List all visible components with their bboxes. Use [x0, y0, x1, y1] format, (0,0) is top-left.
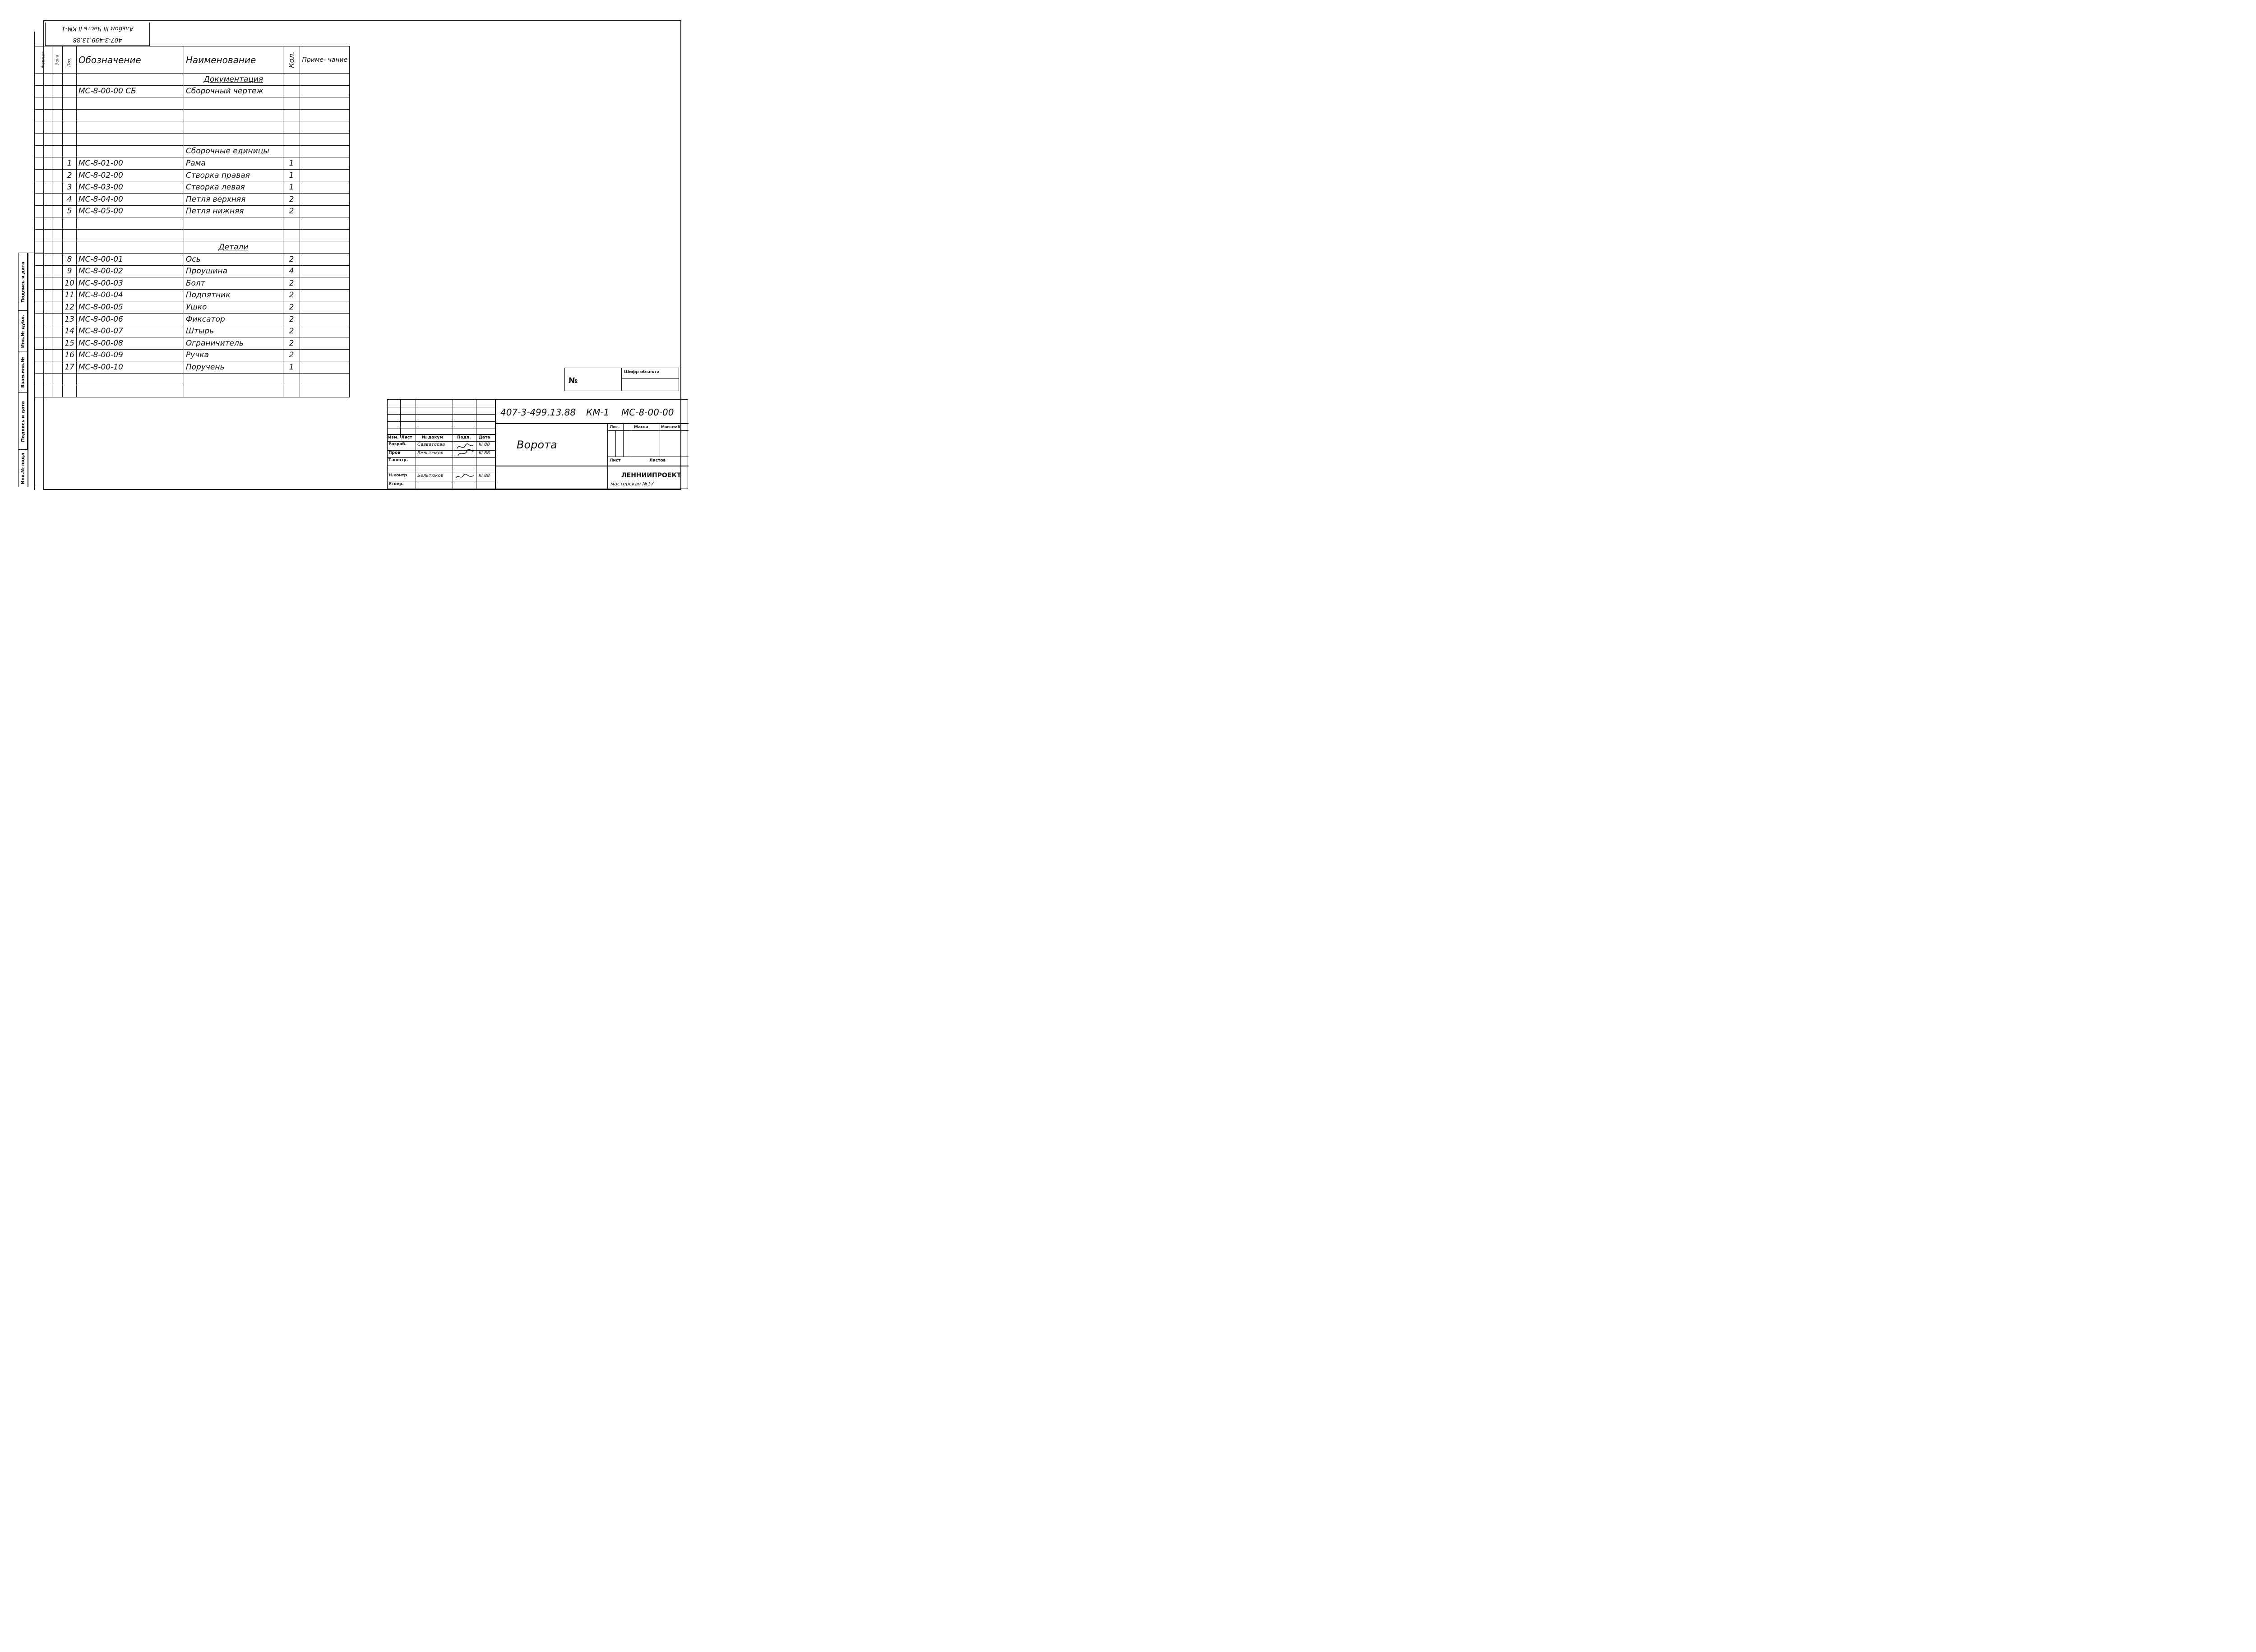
spec-row	[35, 325, 350, 337]
note-cell	[300, 277, 350, 290]
position-cell: 2	[63, 169, 77, 181]
designation-cell: МС-8-00-01	[76, 253, 184, 265]
note-cell	[300, 193, 350, 205]
quantity-cell: 1	[283, 181, 300, 194]
zone-cell	[52, 325, 63, 337]
zone-cell	[52, 133, 63, 145]
position-cell: 16	[63, 349, 77, 361]
note-cell	[300, 289, 350, 301]
quantity-cell: 2	[283, 337, 300, 350]
quantity-cell	[283, 229, 300, 241]
spec-row	[35, 253, 350, 265]
person-name: Савватеева	[417, 442, 445, 447]
zone-cell	[52, 385, 63, 397]
name-cell: Фиксатор	[184, 313, 283, 325]
zone-cell	[52, 193, 63, 205]
note-cell	[300, 325, 350, 337]
object-code-label: Шифр объекта	[622, 368, 679, 379]
col-name: Наименование	[184, 46, 283, 74]
hdr-change: Изм.	[388, 435, 399, 440]
zone-cell	[52, 109, 63, 121]
zone-cell	[52, 253, 63, 265]
note-cell	[300, 157, 350, 170]
spec-body	[35, 74, 350, 397]
zone-cell	[52, 301, 63, 314]
zone-cell	[52, 97, 63, 110]
quantity-cell: 1	[283, 157, 300, 170]
role-label: Пров	[388, 451, 400, 455]
role-label: Т.контр.	[388, 458, 408, 462]
zone-cell	[52, 181, 63, 194]
note-cell	[300, 301, 350, 314]
zone-cell	[52, 145, 63, 157]
name-cell: Сборочный чертеж	[184, 85, 283, 97]
designation-cell	[76, 74, 184, 86]
side-stamp	[18, 253, 44, 487]
designation-cell: МС-8-00-06	[76, 313, 184, 325]
name-cell: Створка правая	[184, 169, 283, 181]
col-designation: Обозначение	[76, 46, 184, 74]
position-cell: 14	[63, 325, 77, 337]
designation-cell: МС-8-03-00	[76, 181, 184, 194]
quantity-cell: 2	[283, 349, 300, 361]
position-cell	[63, 85, 77, 97]
spec-row	[35, 289, 350, 301]
name-cell: Документация	[184, 74, 283, 86]
format-cell	[35, 217, 52, 230]
position-cell	[63, 109, 77, 121]
format-cell	[35, 145, 52, 157]
mass-label: Масса	[634, 425, 648, 429]
sign-date: III 88	[479, 473, 490, 478]
note-cell	[300, 229, 350, 241]
name-cell: Поручень	[184, 361, 283, 374]
designation-cell: МС-8-00-04	[76, 289, 184, 301]
spec-row	[35, 205, 350, 217]
designation-cell	[76, 385, 184, 397]
spec-row	[35, 349, 350, 361]
note-cell	[300, 85, 350, 97]
object-code-box	[564, 368, 679, 391]
col-note: Приме- чание	[300, 46, 350, 74]
name-cell: Ушко	[184, 301, 283, 314]
hdr-signature: Подп.	[457, 435, 471, 440]
spec-row	[35, 361, 350, 374]
format-cell	[35, 74, 52, 86]
spec-row	[35, 133, 350, 145]
note-cell	[300, 373, 350, 385]
spec-row	[35, 85, 350, 97]
corner-stamp	[45, 23, 150, 46]
corner-stamp-line1: 407-3-499.13.88	[46, 34, 149, 46]
zone-cell	[52, 121, 63, 134]
name-cell: Створка левая	[184, 181, 283, 194]
doc-code: 407-3-499.13.88	[500, 407, 576, 418]
designation-cell	[76, 109, 184, 121]
position-cell: 3	[63, 181, 77, 194]
name-cell: Петля верхняя	[184, 193, 283, 205]
name-cell: Детали	[184, 241, 283, 254]
designation-cell	[76, 121, 184, 134]
zone-cell	[52, 85, 63, 97]
designation-cell: МС-8-00-05	[76, 301, 184, 314]
scale-label: Масштаб	[661, 425, 680, 429]
note-cell	[300, 349, 350, 361]
position-cell: 9	[63, 265, 77, 277]
replaced-inv-label: Взам.инв.№	[20, 356, 26, 388]
position-cell: 5	[63, 205, 77, 217]
quantity-cell: 1	[283, 361, 300, 374]
position-cell: 11	[63, 289, 77, 301]
designation-cell	[76, 373, 184, 385]
quantity-cell	[283, 109, 300, 121]
spec-row	[35, 277, 350, 290]
sign-date: III 88	[479, 451, 490, 456]
position-cell	[63, 217, 77, 230]
format-cell	[35, 157, 52, 170]
specification-table	[35, 46, 350, 397]
dup-inv-label: Инв.№ дубл.	[20, 314, 26, 348]
sign-date: III 88	[479, 442, 490, 447]
quantity-cell: 2	[283, 301, 300, 314]
hdr-date: Дата	[479, 435, 490, 440]
position-cell	[63, 385, 77, 397]
note-cell	[300, 337, 350, 350]
designation-cell: МС-8-00-03	[76, 277, 184, 290]
position-cell: 13	[63, 313, 77, 325]
note-cell	[300, 169, 350, 181]
quantity-cell: 2	[283, 325, 300, 337]
position-cell: 1	[63, 157, 77, 170]
note-cell	[300, 361, 350, 374]
note-cell	[300, 74, 350, 86]
name-cell	[184, 217, 283, 230]
name-cell: Ось	[184, 253, 283, 265]
spec-row	[35, 313, 350, 325]
quantity-cell	[283, 217, 300, 230]
zone-cell	[52, 169, 63, 181]
position-cell	[63, 121, 77, 134]
name-cell: Сборочные единицы	[184, 145, 283, 157]
drawing-code: МС-8-00-00	[621, 407, 674, 418]
col-zone: Зона	[52, 46, 63, 74]
designation-cell	[76, 217, 184, 230]
quantity-cell	[283, 121, 300, 134]
object-number-label: №	[565, 368, 622, 391]
quantity-cell: 2	[283, 277, 300, 290]
spec-row	[35, 121, 350, 134]
quantity-cell: 2	[283, 253, 300, 265]
spec-row	[35, 169, 350, 181]
note-cell	[300, 133, 350, 145]
format-cell	[35, 241, 52, 254]
spec-row	[35, 193, 350, 205]
quantity-cell	[283, 85, 300, 97]
quantity-cell	[283, 145, 300, 157]
spec-row	[35, 181, 350, 194]
designation-cell: МС-8-00-08	[76, 337, 184, 350]
role-label: Н.контр	[388, 473, 407, 478]
spec-row	[35, 337, 350, 350]
format-cell	[35, 133, 52, 145]
spec-row	[35, 301, 350, 314]
sheet-label: Лист	[610, 458, 621, 463]
name-cell: Проушина	[184, 265, 283, 277]
zone-cell	[52, 289, 63, 301]
designation-cell	[76, 145, 184, 157]
designation-cell: МС-8-00-00 СБ	[76, 85, 184, 97]
sign-date-label-2: Подпись и дата	[20, 401, 26, 442]
lit-label: Лит.	[610, 425, 620, 429]
col-format: Формат	[35, 46, 52, 74]
zone-cell	[52, 157, 63, 170]
name-cell: Рама	[184, 157, 283, 170]
note-cell	[300, 205, 350, 217]
name-cell	[184, 373, 283, 385]
quantity-cell	[283, 241, 300, 254]
quantity-cell: 4	[283, 265, 300, 277]
hdr-sheet: Лист	[401, 435, 412, 440]
col-quantity: Кол.	[283, 46, 300, 74]
position-cell	[63, 97, 77, 110]
note-cell	[300, 313, 350, 325]
position-cell: 4	[63, 193, 77, 205]
name-cell: Болт	[184, 277, 283, 290]
workshop-name: мастерская №17	[610, 481, 654, 487]
designation-cell: МС-8-00-02	[76, 265, 184, 277]
name-cell	[184, 133, 283, 145]
position-cell: 8	[63, 253, 77, 265]
designation-cell: МС-8-01-00	[76, 157, 184, 170]
sheets-label: Листов	[649, 458, 666, 463]
designation-cell: МС-8-00-10	[76, 361, 184, 374]
section-code: КМ-1	[586, 407, 610, 418]
title-block	[387, 399, 688, 489]
designation-cell: МС-8-05-00	[76, 205, 184, 217]
format-cell	[35, 169, 52, 181]
signature-image	[455, 442, 475, 457]
quantity-cell: 2	[283, 289, 300, 301]
note-cell	[300, 109, 350, 121]
drawing-title: Ворота	[517, 438, 557, 451]
zone-cell	[52, 241, 63, 254]
note-cell	[300, 121, 350, 134]
note-cell	[300, 181, 350, 194]
zone-cell	[52, 313, 63, 325]
note-cell	[300, 145, 350, 157]
note-cell	[300, 265, 350, 277]
role-label: Утвер.	[388, 482, 404, 486]
name-cell: Штырь	[184, 325, 283, 337]
quantity-cell	[283, 385, 300, 397]
quantity-cell: 2	[283, 193, 300, 205]
zone-cell	[52, 277, 63, 290]
position-cell	[63, 133, 77, 145]
spec-row	[35, 385, 350, 397]
name-cell	[184, 97, 283, 110]
format-cell	[35, 205, 52, 217]
zone-cell	[52, 361, 63, 374]
name-cell: Подпятник	[184, 289, 283, 301]
spec-header-row	[35, 46, 350, 74]
designation-cell: МС-8-02-00	[76, 169, 184, 181]
position-cell	[63, 145, 77, 157]
name-cell	[184, 385, 283, 397]
note-cell	[300, 97, 350, 110]
note-cell	[300, 385, 350, 397]
format-cell	[35, 181, 52, 194]
sign-date-label-1: Подпись и дата	[20, 261, 26, 303]
position-cell	[63, 241, 77, 254]
hdr-doc-no: № докум	[422, 435, 443, 440]
quantity-cell: 2	[283, 313, 300, 325]
name-cell: Ограничитель	[184, 337, 283, 350]
note-cell	[300, 241, 350, 254]
zone-cell	[52, 337, 63, 350]
zone-cell	[52, 349, 63, 361]
spec-row	[35, 217, 350, 230]
spec-row	[35, 373, 350, 385]
position-cell	[63, 74, 77, 86]
signature-image	[454, 473, 475, 481]
note-cell	[300, 217, 350, 230]
designation-cell	[76, 97, 184, 110]
name-cell	[184, 229, 283, 241]
quantity-cell	[283, 97, 300, 110]
designation-cell	[76, 229, 184, 241]
name-cell	[184, 109, 283, 121]
position-cell: 15	[63, 337, 77, 350]
spec-row	[35, 157, 350, 170]
col-position: Поз.	[63, 46, 77, 74]
note-cell	[300, 253, 350, 265]
person-name: Бельтюков	[417, 473, 444, 478]
spec-row	[35, 265, 350, 277]
format-cell	[35, 85, 52, 97]
quantity-cell	[283, 133, 300, 145]
format-cell	[35, 121, 52, 134]
format-cell	[35, 193, 52, 205]
designation-cell	[76, 133, 184, 145]
designation-cell: МС-8-04-00	[76, 193, 184, 205]
format-cell	[35, 229, 52, 241]
zone-cell	[52, 205, 63, 217]
spec-row	[35, 229, 350, 241]
format-cell	[35, 109, 52, 121]
position-cell	[63, 229, 77, 241]
quantity-cell: 2	[283, 205, 300, 217]
zone-cell	[52, 217, 63, 230]
spec-row	[35, 241, 350, 254]
quantity-cell	[283, 373, 300, 385]
name-cell	[184, 121, 283, 134]
format-cell	[35, 97, 52, 110]
position-cell: 10	[63, 277, 77, 290]
person-name: Бельтюков	[417, 451, 444, 456]
position-cell: 12	[63, 301, 77, 314]
zone-cell	[52, 229, 63, 241]
zone-cell	[52, 74, 63, 86]
spec-row	[35, 97, 350, 110]
spec-row	[35, 145, 350, 157]
quantity-cell	[283, 74, 300, 86]
role-label: Разраб.	[388, 442, 407, 447]
spec-row	[35, 74, 350, 86]
zone-cell	[52, 265, 63, 277]
designation-cell: МС-8-00-09	[76, 349, 184, 361]
orig-inv-label: Инв.№ подл	[20, 452, 26, 485]
quantity-cell: 1	[283, 169, 300, 181]
name-cell: Петля нижняя	[184, 205, 283, 217]
zone-cell	[52, 373, 63, 385]
designation-cell	[76, 241, 184, 254]
designation-cell: МС-8-00-07	[76, 325, 184, 337]
position-cell: 17	[63, 361, 77, 374]
corner-stamp-line2: Альбом III Часть II КМ-1	[61, 25, 134, 32]
spec-row	[35, 109, 350, 121]
position-cell	[63, 373, 77, 385]
name-cell: Ручка	[184, 349, 283, 361]
organization-name: ЛЕННИИПРОЕКТ	[621, 472, 681, 479]
